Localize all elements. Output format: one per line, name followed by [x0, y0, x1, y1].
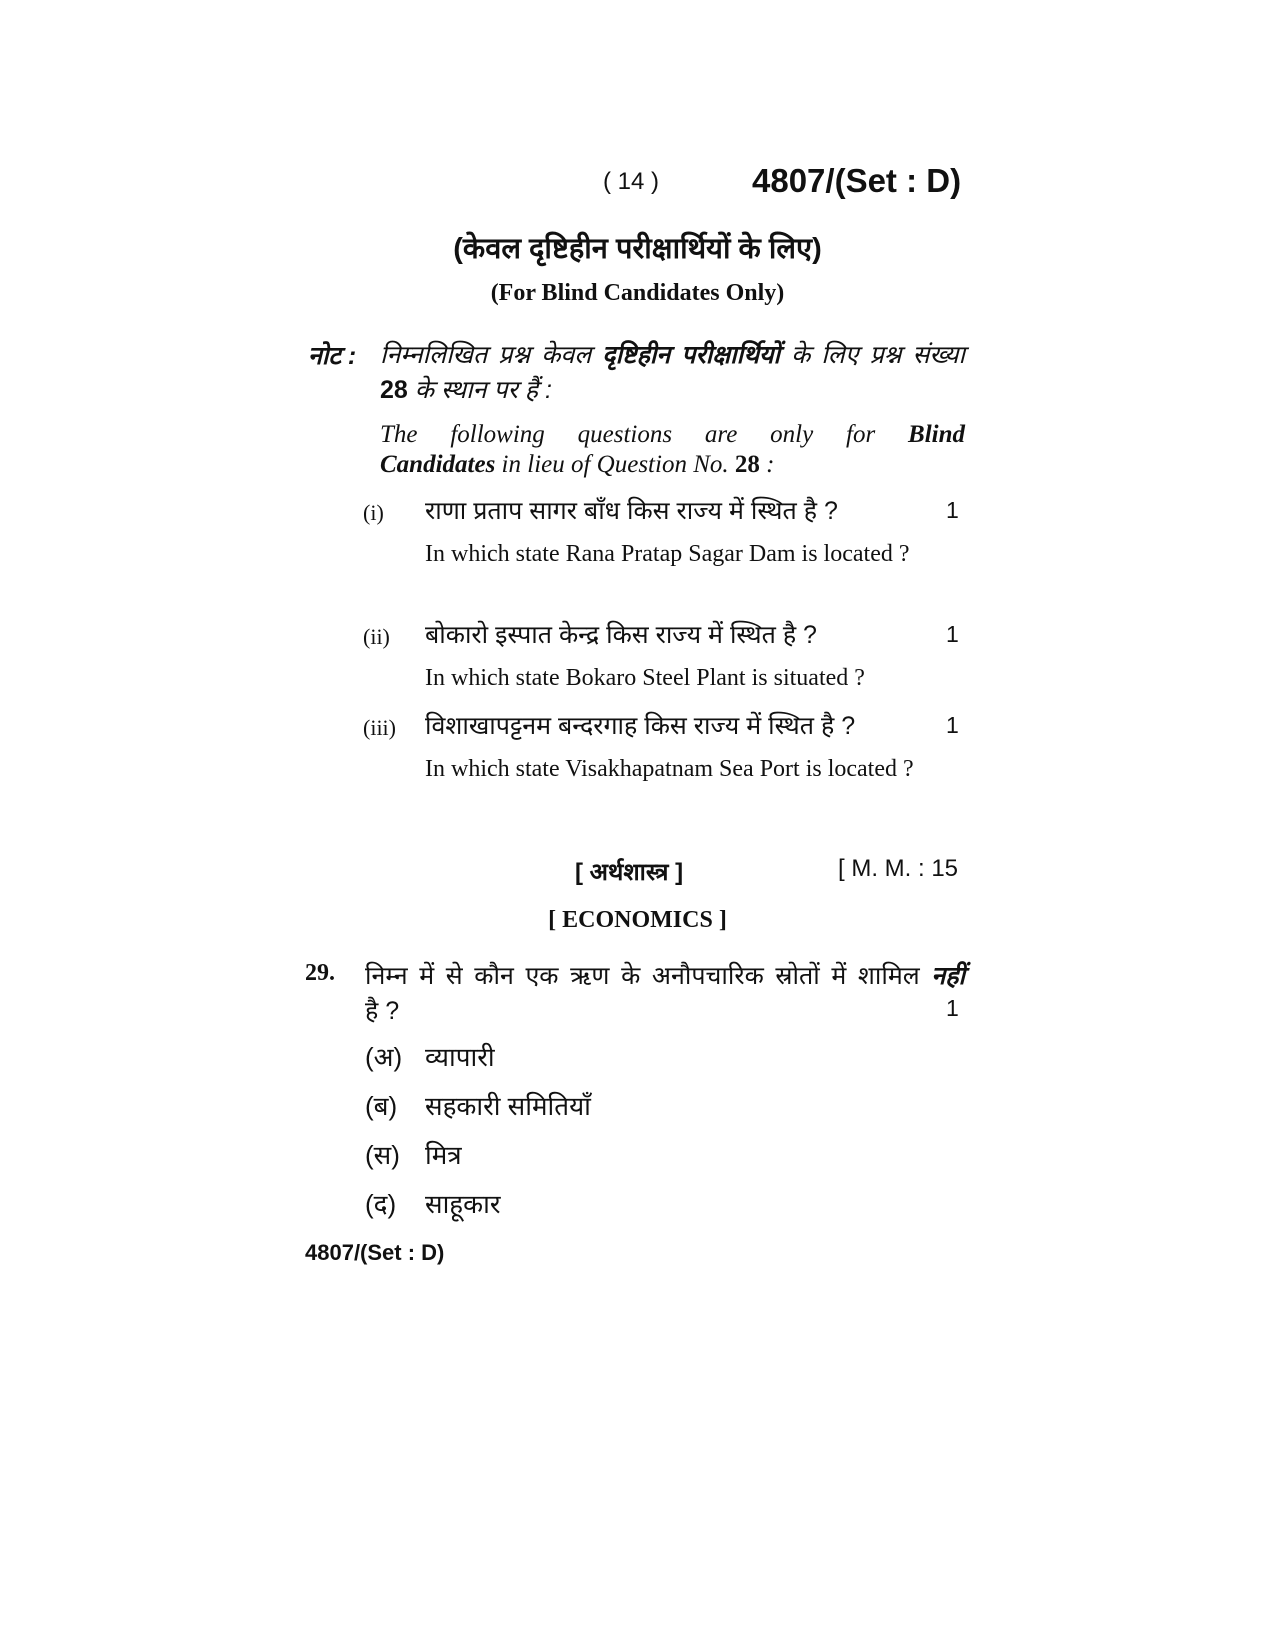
option-d-text: साहूकार [425, 1189, 501, 1219]
blind-question-2-number: (ii) [363, 624, 390, 649]
note-hindi-line2 [380, 372, 552, 406]
note-english-part2: in lieu of Question No. [501, 451, 729, 478]
economics-title-english: [ ECONOMICS ] [548, 907, 727, 933]
page-number: ( 14 ) [603, 168, 660, 195]
question-29-emphasis: नहीं [931, 962, 965, 990]
blind-question-3-number: (iii) [363, 715, 396, 740]
option-a-text: व्यापारी [425, 1042, 495, 1072]
question-29-text-part1: निम्न में से कौन एक ऋण के अनौपचारिक स्रोतों में शामिल [365, 962, 920, 990]
note-english-end: : [766, 451, 775, 478]
footer-paper-code: 4807/(Set : D) [305, 1240, 445, 1265]
option-b-text: सहकारी समितियाँ [425, 1091, 591, 1121]
economics-title-hindi: [ अर्थशास्त्र ] [575, 859, 684, 886]
blind-question-3-hindi: विशाखापट्टनम बन्दरगाह किस राज्य में स्थित है ? [425, 712, 856, 740]
note-english-bold2: Candidates [380, 451, 496, 478]
note-english-qno: 28 [734, 451, 760, 478]
blind-question-1-hindi: राणा प्रताप सागर बाँध किस राज्य में स्थित है ? [425, 497, 838, 525]
blind-question-2-english: In which state Bokaro Steel Plant is situated ? [425, 665, 865, 691]
blind-question-1-number: (i) [363, 500, 384, 525]
blind-question-2-marks: 1 [946, 621, 959, 647]
question-29-number: 29. [305, 960, 335, 986]
blind-question-2-hindi: बोकारो इस्पात केन्द्र किस राज्य में स्थित है ? [425, 621, 817, 649]
note-english-line2 [380, 451, 774, 479]
blind-question-3-english: In which state Visakhapatnam Sea Port is located ? [425, 756, 914, 782]
note-hindi-bold: दृष्टिहीन परीक्षार्थियों [602, 341, 781, 369]
option-a-label: (अ) [365, 1042, 403, 1072]
blind-title-english: (For Blind Candidates Only) [490, 280, 785, 306]
note-english-bold1: Blind [908, 421, 965, 448]
note-hindi-part2: के लिए प्रश्न संख्या [791, 341, 965, 369]
blind-title-hindi: (केवल दृष्टिहीन परीक्षार्थियों के लिए) [453, 233, 822, 265]
note-english-line1 [380, 418, 965, 451]
question-29-text-line1 [365, 958, 965, 992]
option-c-label: (स) [365, 1140, 400, 1170]
paper-code: 4807/(Set : D) [752, 162, 962, 199]
option-c-text: मित्र [425, 1140, 462, 1170]
blind-question-1-english: In which state Rana Pratap Sagar Dam is located ? [425, 541, 910, 567]
question-29-text-line2: है ? [365, 997, 400, 1025]
note-hindi-part3: के स्थान पर हैं : [414, 376, 552, 404]
question-29-marks: 1 [946, 995, 959, 1021]
note-hindi-line1 [380, 338, 965, 372]
blind-question-3-marks: 1 [946, 712, 959, 738]
max-marks: [ M. M. : 15 [838, 855, 959, 882]
note-label: नोट : [308, 342, 357, 370]
note-english-part1: The following questions are only for [380, 421, 876, 448]
note-hindi-part1: निम्नलिखित प्रश्न केवल [380, 341, 592, 369]
blind-question-1-marks: 1 [946, 497, 959, 523]
option-d-label: (द) [365, 1189, 397, 1219]
note-hindi-qno: 28 [380, 376, 408, 404]
option-b-label: (ब) [365, 1091, 398, 1121]
